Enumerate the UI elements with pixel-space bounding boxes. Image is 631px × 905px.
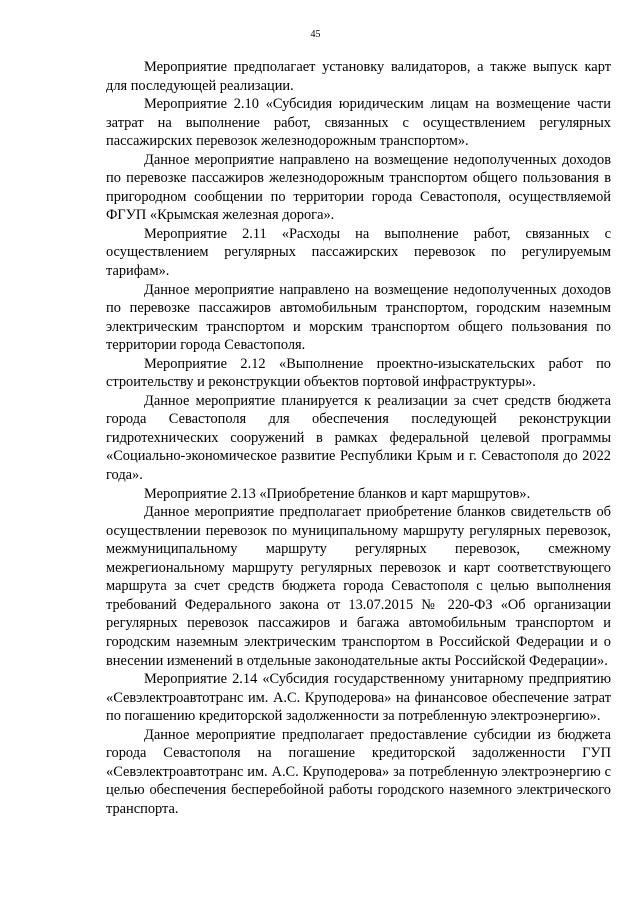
page-number: 45 <box>310 29 321 40</box>
document-body <box>106 58 611 818</box>
paragraph-validators: Мероприятие предполагает установку валидаторов, а также выпуск карт для последующей реализации. <box>106 59 611 94</box>
paragraph-measure-2-12-description: Данное мероприятие планируется к реализации за счет средств бюджета города Севастополя для обеспечения последующей реконструкции гидротехнических сооружений в рамках федеральной целевой программы «Социально-экономическое развитие Республики Крым и г. Севастополя до 2022 года». <box>106 392 611 484</box>
paragraph-measure-2-10-description: Данное мероприятие направлено на возмещение недополученных доходов по перевозке пассажиров железнодорожным транспортом общего пользования в пригородном сообщении по территории города Севастополя, осуществляемой ФГУП «Крымская железная дорога». <box>106 151 611 224</box>
paragraph-measure-2-12: Мероприятие 2.12 «Выполнение проектно-изыскательских работ по строительству и реконструкции объектов портовой инфраструктуры». <box>106 355 611 391</box>
paragraph-measure-2-14: Мероприятие 2.14 «Субсидия государственному унитарному предприятию «Севэлектроавтотранс им. А.С. Круподерова» на финансовое обеспечение затрат по погашению кредиторской задолженности за потребленную электроэнергию». <box>106 671 611 725</box>
paragraph-measure-2-13: Мероприятие 2.13 «Приобретение бланков и карт маршрутов». <box>144 485 531 502</box>
paragraph-measure-2-14-description: Данное мероприятие предполагает предоставление субсидии из бюджета города Севастополя на погашение кредиторской задолженности ГУП «Севэлектроавтотранс им. А.С. Круподерова» за потребленную электроэнергию с целью обеспечения бесперебойной работы городского наземного электрического транспорта. <box>106 726 611 817</box>
paragraph-measure-2-13-description: Данное мероприятие предполагает приобретение бланков свидетельств об осуществлении перевозок по муниципальному маршруту регулярных перевозок, межмуниципальному маршруту регулярных перевозок, смежному межрегиональному маршруту регулярных перевозок и карт соответствующего маршрута за счет средств бюджета города Севастополя с целью выполнения требований Федерального закона от 13.07.2015 № 220-ФЗ «Об организации регулярных перевозок пассажиров и багажа автомобильным транспортом и городским наземным электрическим транспортом в Российской Федерации и о внесении изменений в отдельные законодательные акты Российской Федерации». <box>106 504 611 669</box>
paragraph-measure-2-11-description: Данное мероприятие направлено на возмещение недополученных доходов по перевозке пассажиров автомобильным транспортом, городским наземным электрическим транспортом и морским транспортом общего пользования по территории города Севастополя. <box>106 281 611 354</box>
paragraph-measure-2-10: Мероприятие 2.10 «Субсидия юридическим лицам на возмещение части затрат на выполнение работ, связанных с осуществлением регулярных пассажирских перевозок железнодорожным транспортом». <box>106 96 611 150</box>
paragraph-measure-2-11: Мероприятие 2.11 «Расходы на выполнение работ, связанных с осуществлением регулярных пассажирских перевозок по регулируемым тарифам». <box>106 225 611 280</box>
